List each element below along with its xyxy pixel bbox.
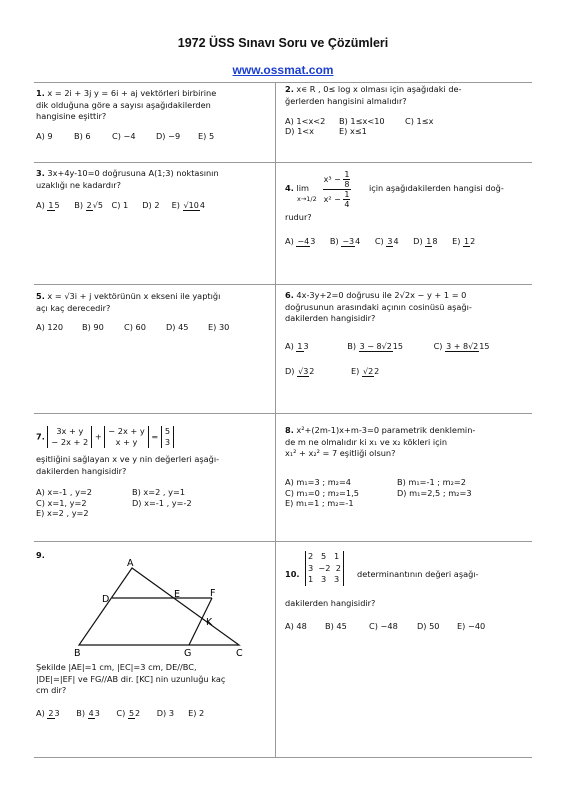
- divider: [34, 82, 532, 83]
- question-6: 6. 4x-3y+2=0 doğrusu ile 2√2x − y + 1 = 0 doğrusunun arasındaki açının cosinüsü aşağı- dakilerden hangisidir?: [285, 290, 472, 323]
- point-f: F: [210, 588, 216, 599]
- question-5: 5. x = √3i + j vektörünün x ekseni ile yaptığı açı kaç derecedir?: [36, 291, 221, 313]
- question-2-options: A) 1<x<2 B) 1≤x<10 C) 1≤x D) 1<x E) x≤1: [285, 116, 434, 136]
- question-9: Şekilde |AE|=1 cm, |EC|=3 cm, DE//BC, |DE|=|EF| ve FG//AB dir. [KC] nin uzunluğu kaç cm dir?: [36, 662, 226, 695]
- point-a: A: [127, 558, 134, 569]
- question-3: 3. 3x+4y-10=0 doğrusuna A(1;3) noktasının uzaklığı ne kadardır?: [36, 168, 219, 190]
- column-divider: [275, 82, 276, 757]
- divider: [34, 541, 532, 542]
- point-c: C: [236, 648, 243, 658]
- question-7-options: A) x=-1 , y=2 B) x=2 , y=1 C) x=1, y=2 D) x=-1 , y=-2 E) x=2 , y=2: [36, 487, 192, 518]
- question-8-options: A) m₁=3 ; m₂=4 B) m₁=-1 ; m₂=2 C) m₁=0 ; m₂=1,5 D) m₁=2,5 ; m₂=3 E) m₁=1 ; m₂=-1: [285, 477, 472, 508]
- point-e: E: [174, 589, 181, 600]
- question-1: 1. x = 2i + 3j y = 6i + aj vektörleri birbirine dik olduğuna göre a sayısı aşağıdakilerden hangisine eşittir?: [36, 88, 217, 121]
- point-d: D: [102, 594, 110, 605]
- triangle-abc: [79, 568, 239, 645]
- question-1-options: A) 9 B) 6 C) −4 D) −9 E) 5: [36, 131, 215, 141]
- question-9-number: 9.: [36, 550, 45, 560]
- question-2: 2. x∊ R , 0≤ log x olması için aşağıdaki de- ğerlerden hangisini almalıdır?: [285, 84, 462, 106]
- question-10-options: A) 48 B) 45 C) −48 D) 50 E) −40: [285, 621, 486, 631]
- question-6-options-2: D) √32 E) √22: [285, 366, 380, 376]
- question-8: 8. x²+(2m-1)x+m-3=0 parametrik denklemin- de m ne olmalıdır ki x₁ ve x₂ kökleri için x₁² + x₂² = 7 eşitliği olsun?: [285, 425, 476, 458]
- triangle-figure: [60, 556, 260, 658]
- point-b: B: [74, 648, 81, 658]
- divider: [34, 413, 532, 414]
- question-5-options: A) 120 B) 90 C) 60 D) 45 E) 30: [36, 322, 230, 332]
- question-7-text: eşitliğini sağlayan x ve y nin değerleri aşağı- dakilerden hangisidir?: [36, 454, 220, 476]
- question-3-options: A) 15 B) 2√5 C) 1 D) 2 E) √104: [36, 200, 205, 210]
- question-4-options: A) −43 B) −34 C) 34 D) 18 E) 12: [285, 236, 476, 246]
- page-title: 1972 ÜSS Sınavı Soru ve Çözümleri: [177, 36, 389, 50]
- site-link[interactable]: www.ossmat.com: [232, 63, 334, 77]
- point-k: K: [206, 617, 213, 628]
- point-g: G: [184, 648, 192, 658]
- question-7: 7. 3x + y − 2x + 2 + − 2x + y x + y = 5 3: [36, 426, 271, 448]
- question-9-options: A) 23 B) 43 C) 52 D) 3 E) 2: [36, 708, 205, 718]
- divider: [34, 757, 532, 758]
- question-6-options: A) 13 B) 3 − 8√215 C) 3 + 8√215: [285, 341, 490, 351]
- divider: [34, 162, 532, 163]
- divider: [34, 284, 532, 285]
